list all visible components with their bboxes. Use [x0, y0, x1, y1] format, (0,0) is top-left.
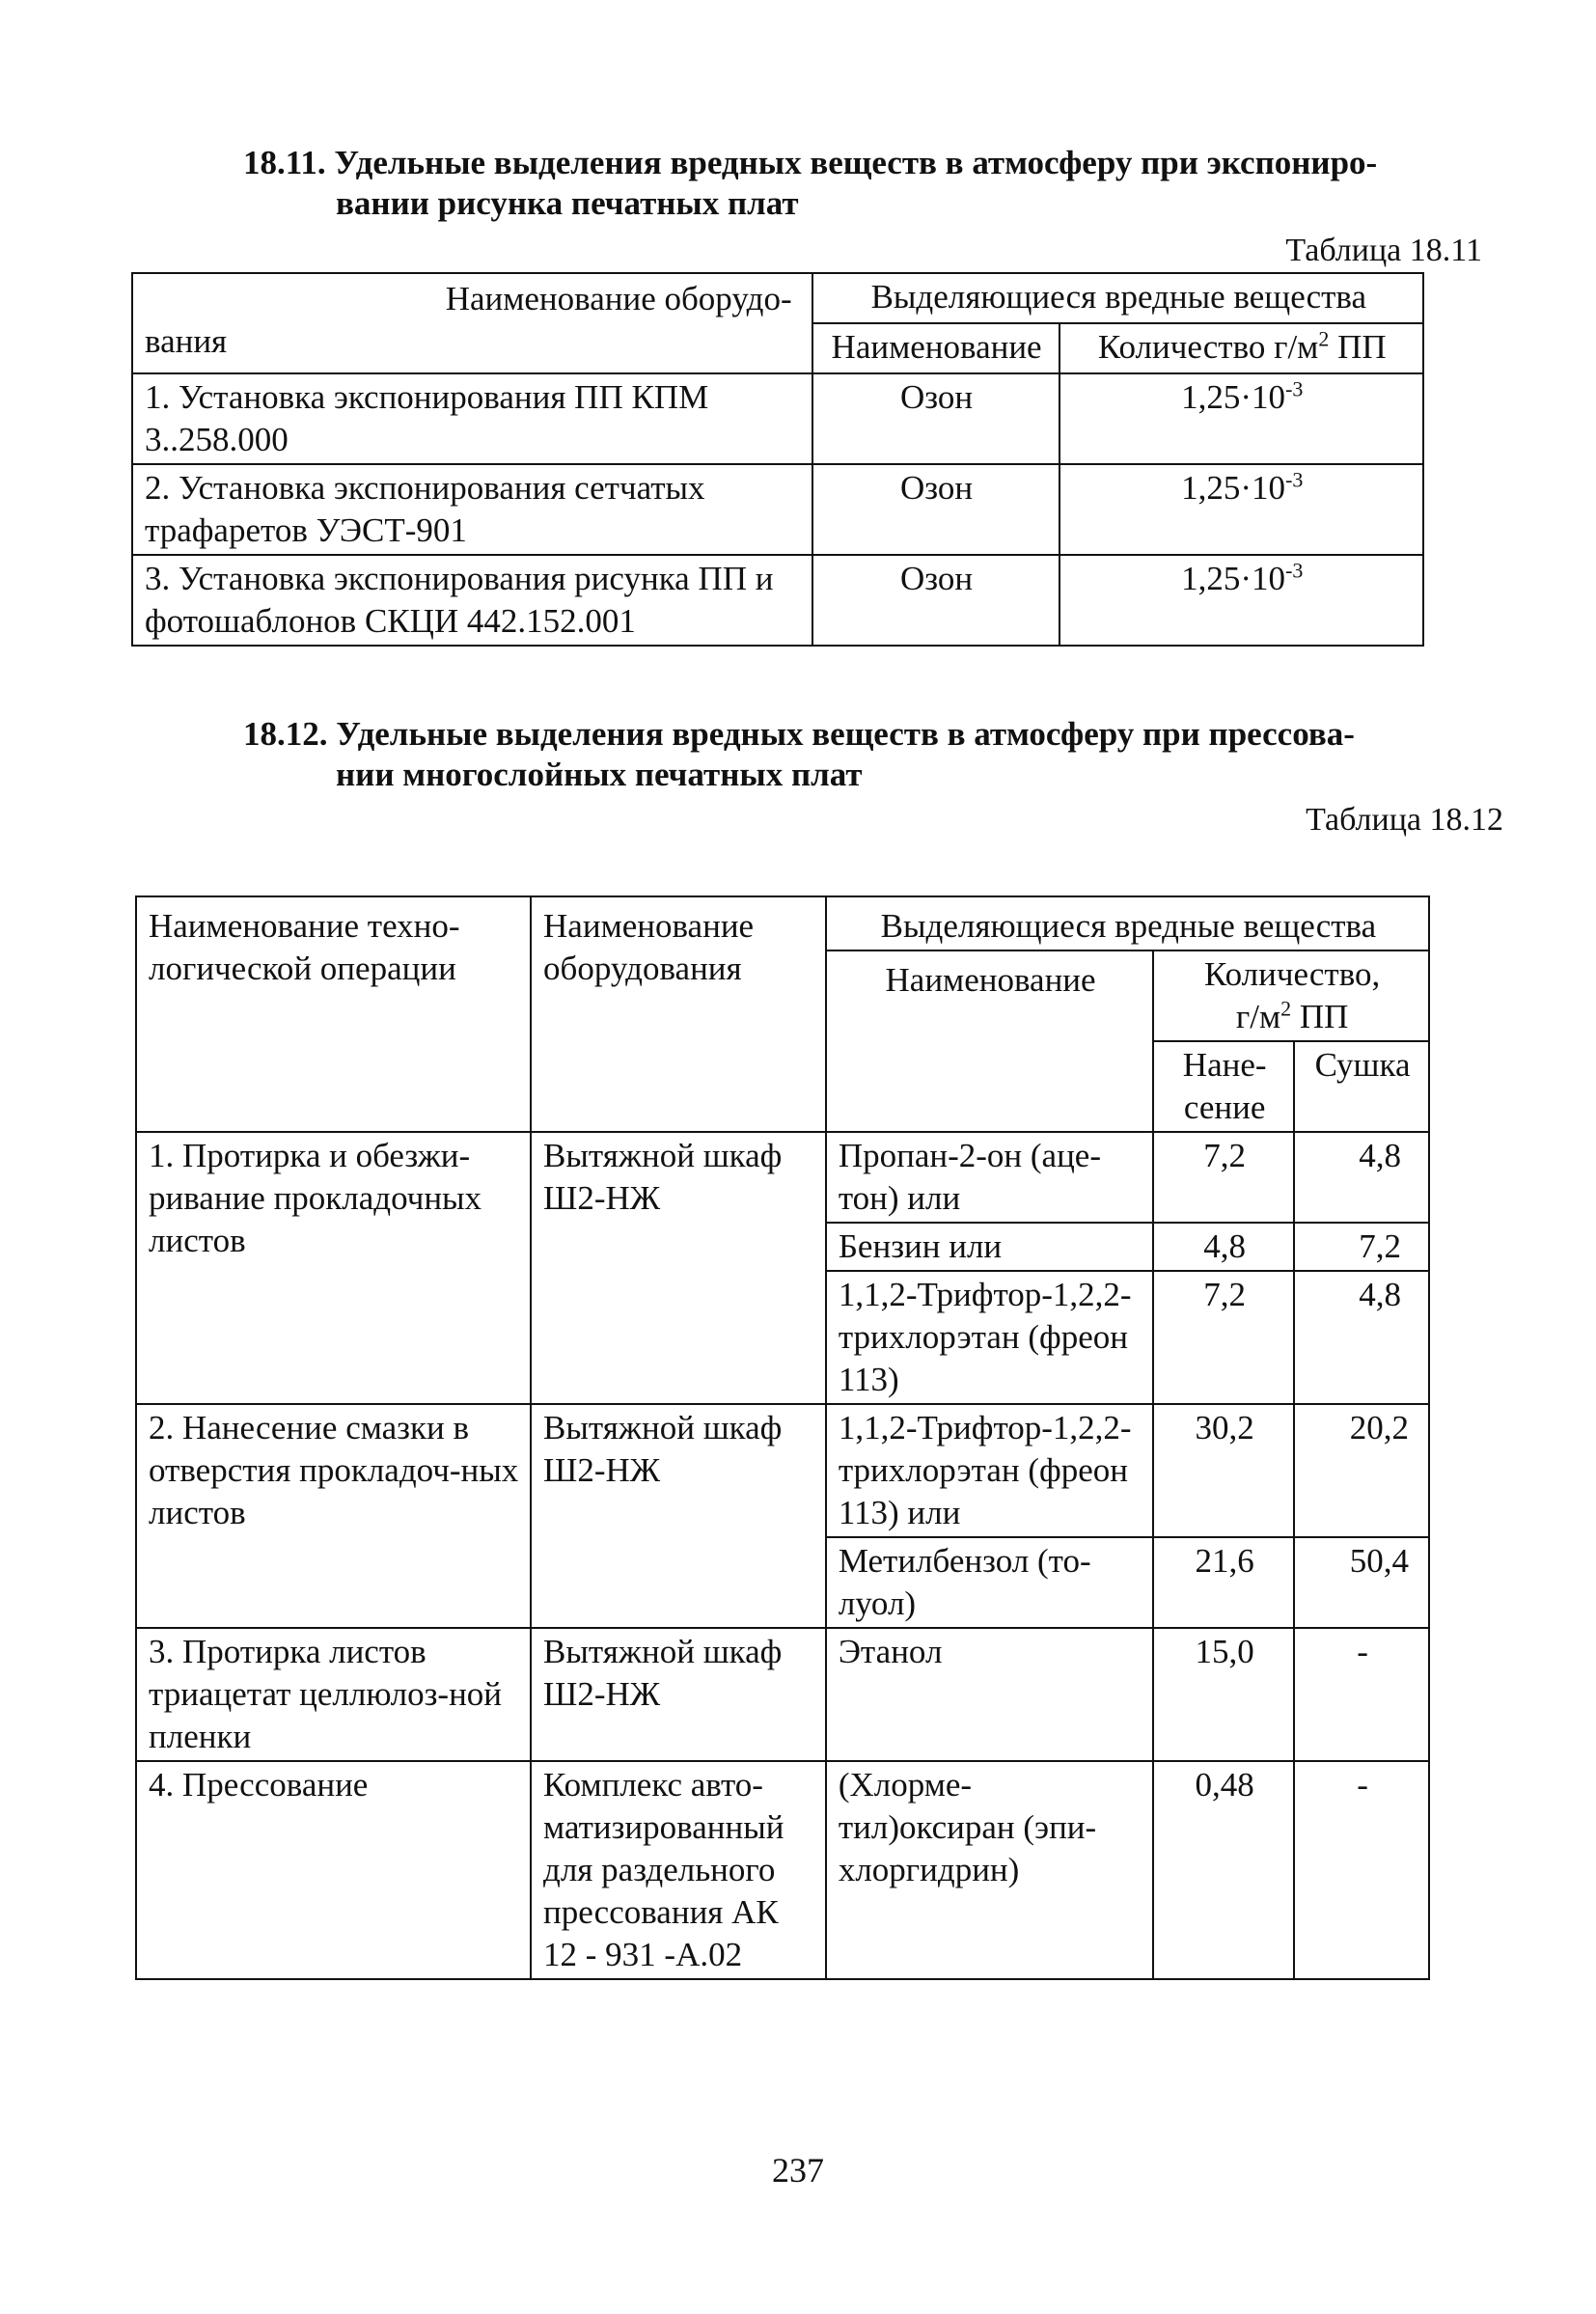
- row-substance: Озон: [812, 555, 1059, 646]
- row-drying: 50,4: [1294, 1537, 1429, 1628]
- row-equipment: 1. Установка экспонирования ПП КПМ 3..258.000: [132, 373, 812, 464]
- section-title-line1: Удельные выделения вредных веществ в атмосферу при экспониро-: [334, 144, 1378, 181]
- header-quantity: Количество, $г/м^2$ ПП: [1153, 950, 1429, 1041]
- header-name: Наименование: [826, 950, 1153, 1132]
- row-application: 4,8: [1153, 1223, 1294, 1271]
- header-equipment-part1: Наименование оборудо-: [445, 280, 792, 317]
- row-application: 0,48: [1153, 1761, 1294, 1979]
- row-substance: Озон: [812, 464, 1059, 555]
- header-equipment: [132, 273, 812, 373]
- header-substances: Выделяющиеся вредные вещества: [812, 273, 1423, 323]
- section-heading-18-11: [243, 143, 1498, 224]
- row-substance: Озон: [812, 373, 1059, 464]
- row-drying: 4,8: [1294, 1271, 1429, 1404]
- row-substance: Метилбензол (то-луол): [826, 1537, 1153, 1628]
- section-title-line2: нии многослойных печатных плат: [336, 756, 863, 793]
- row-value: $1,25\cdot 10^{-3}$: [1059, 373, 1423, 464]
- row-equipment: Вытяжной шкаф Ш2-НЖ: [531, 1132, 826, 1404]
- section-number: 18.12.: [243, 715, 328, 753]
- row-substance: Пропан-2-он (аце-тон) или: [826, 1132, 1153, 1223]
- row-equipment: 3. Установка экспонирования рисунка ПП и фотошаблонов СКЦИ 442.152.001: [132, 555, 812, 646]
- header-operation: Наименование техно-логической операции: [136, 896, 531, 1132]
- row-drying: 20,2: [1294, 1404, 1429, 1537]
- row-application: 21,6: [1153, 1537, 1294, 1628]
- row-equipment: Вытяжной шкаф Ш2-НЖ: [531, 1404, 826, 1628]
- row-drying: -: [1294, 1761, 1429, 1979]
- table-row: [136, 1404, 1429, 1537]
- table-caption-18-12: Таблица 18.12: [1306, 802, 1503, 838]
- row-substance: Этанол: [826, 1628, 1153, 1761]
- row-operation: 3. Протирка листов триацетат целлюлоз-ной пленки: [136, 1628, 531, 1761]
- table-row: [136, 1132, 1429, 1223]
- table-caption-18-11: Таблица 18.11: [1285, 233, 1482, 268]
- row-operation: 1. Протирка и обезжи-ривание прокладочных листов: [136, 1132, 531, 1404]
- header-quantity: Количество $г/м^2$ ПП: [1059, 323, 1423, 373]
- row-equipment: Комплекс авто-матизированный для раздельного прессования АК 12 - 931 -А.02: [531, 1761, 826, 1979]
- row-equipment: Вытяжной шкаф Ш2-НЖ: [531, 1628, 826, 1761]
- page-number: 237: [772, 2151, 824, 2190]
- row-substance: Бензин или: [826, 1223, 1153, 1271]
- row-drying: -: [1294, 1628, 1429, 1761]
- row-substance: 1,1,2-Трифтор-1,2,2-трихлорэтан (фреон 113) или: [826, 1404, 1153, 1537]
- table-row: [136, 1628, 1429, 1761]
- row-application: 7,2: [1153, 1132, 1294, 1223]
- table-18-11: [131, 272, 1424, 647]
- table-row: [132, 464, 1423, 555]
- table-row: [132, 373, 1423, 464]
- header-application: Нане-сение: [1153, 1041, 1294, 1132]
- header-equipment: Наименование оборудования: [531, 896, 826, 1132]
- row-operation: 4. Прессование: [136, 1761, 531, 1979]
- row-drying: 7,2: [1294, 1223, 1429, 1271]
- row-equipment: 2. Установка экспонирования сетчатых трафаретов УЭСТ-901: [132, 464, 812, 555]
- section-number: 18.11.: [243, 144, 326, 181]
- row-substance: 1,1,2-Трифтор-1,2,2-трихлорэтан (фреон 113): [826, 1271, 1153, 1404]
- row-value: $1,25\cdot 10^{-3}$: [1059, 464, 1423, 555]
- row-operation: 2. Нанесение смазки в отверстия прокладоч-ных листов: [136, 1404, 531, 1628]
- table-row: [132, 555, 1423, 646]
- header-drying: Сушка: [1294, 1041, 1429, 1132]
- section-heading-18-12: [243, 714, 1498, 795]
- table-18-12: [135, 895, 1430, 1980]
- row-application: 30,2: [1153, 1404, 1294, 1537]
- row-application: 15,0: [1153, 1628, 1294, 1761]
- row-substance: (Хлорме-тил)оксиран (эпи-хлоргидрин): [826, 1761, 1153, 1979]
- row-drying: 4,8: [1294, 1132, 1429, 1223]
- section-title-line2: вании рисунка печатных плат: [336, 184, 799, 222]
- header-name: Наименование: [812, 323, 1059, 373]
- section-title-line1: Удельные выделения вредных веществ в атмосферу при прессова-: [336, 715, 1355, 753]
- row-value: $1,25\cdot 10^{-3}$: [1059, 555, 1423, 646]
- row-application: 7,2: [1153, 1271, 1294, 1404]
- table-row: [136, 1761, 1429, 1979]
- header-substances: Выделяющиеся вредные вещества: [826, 896, 1429, 950]
- header-equipment-part2: вания: [145, 322, 228, 360]
